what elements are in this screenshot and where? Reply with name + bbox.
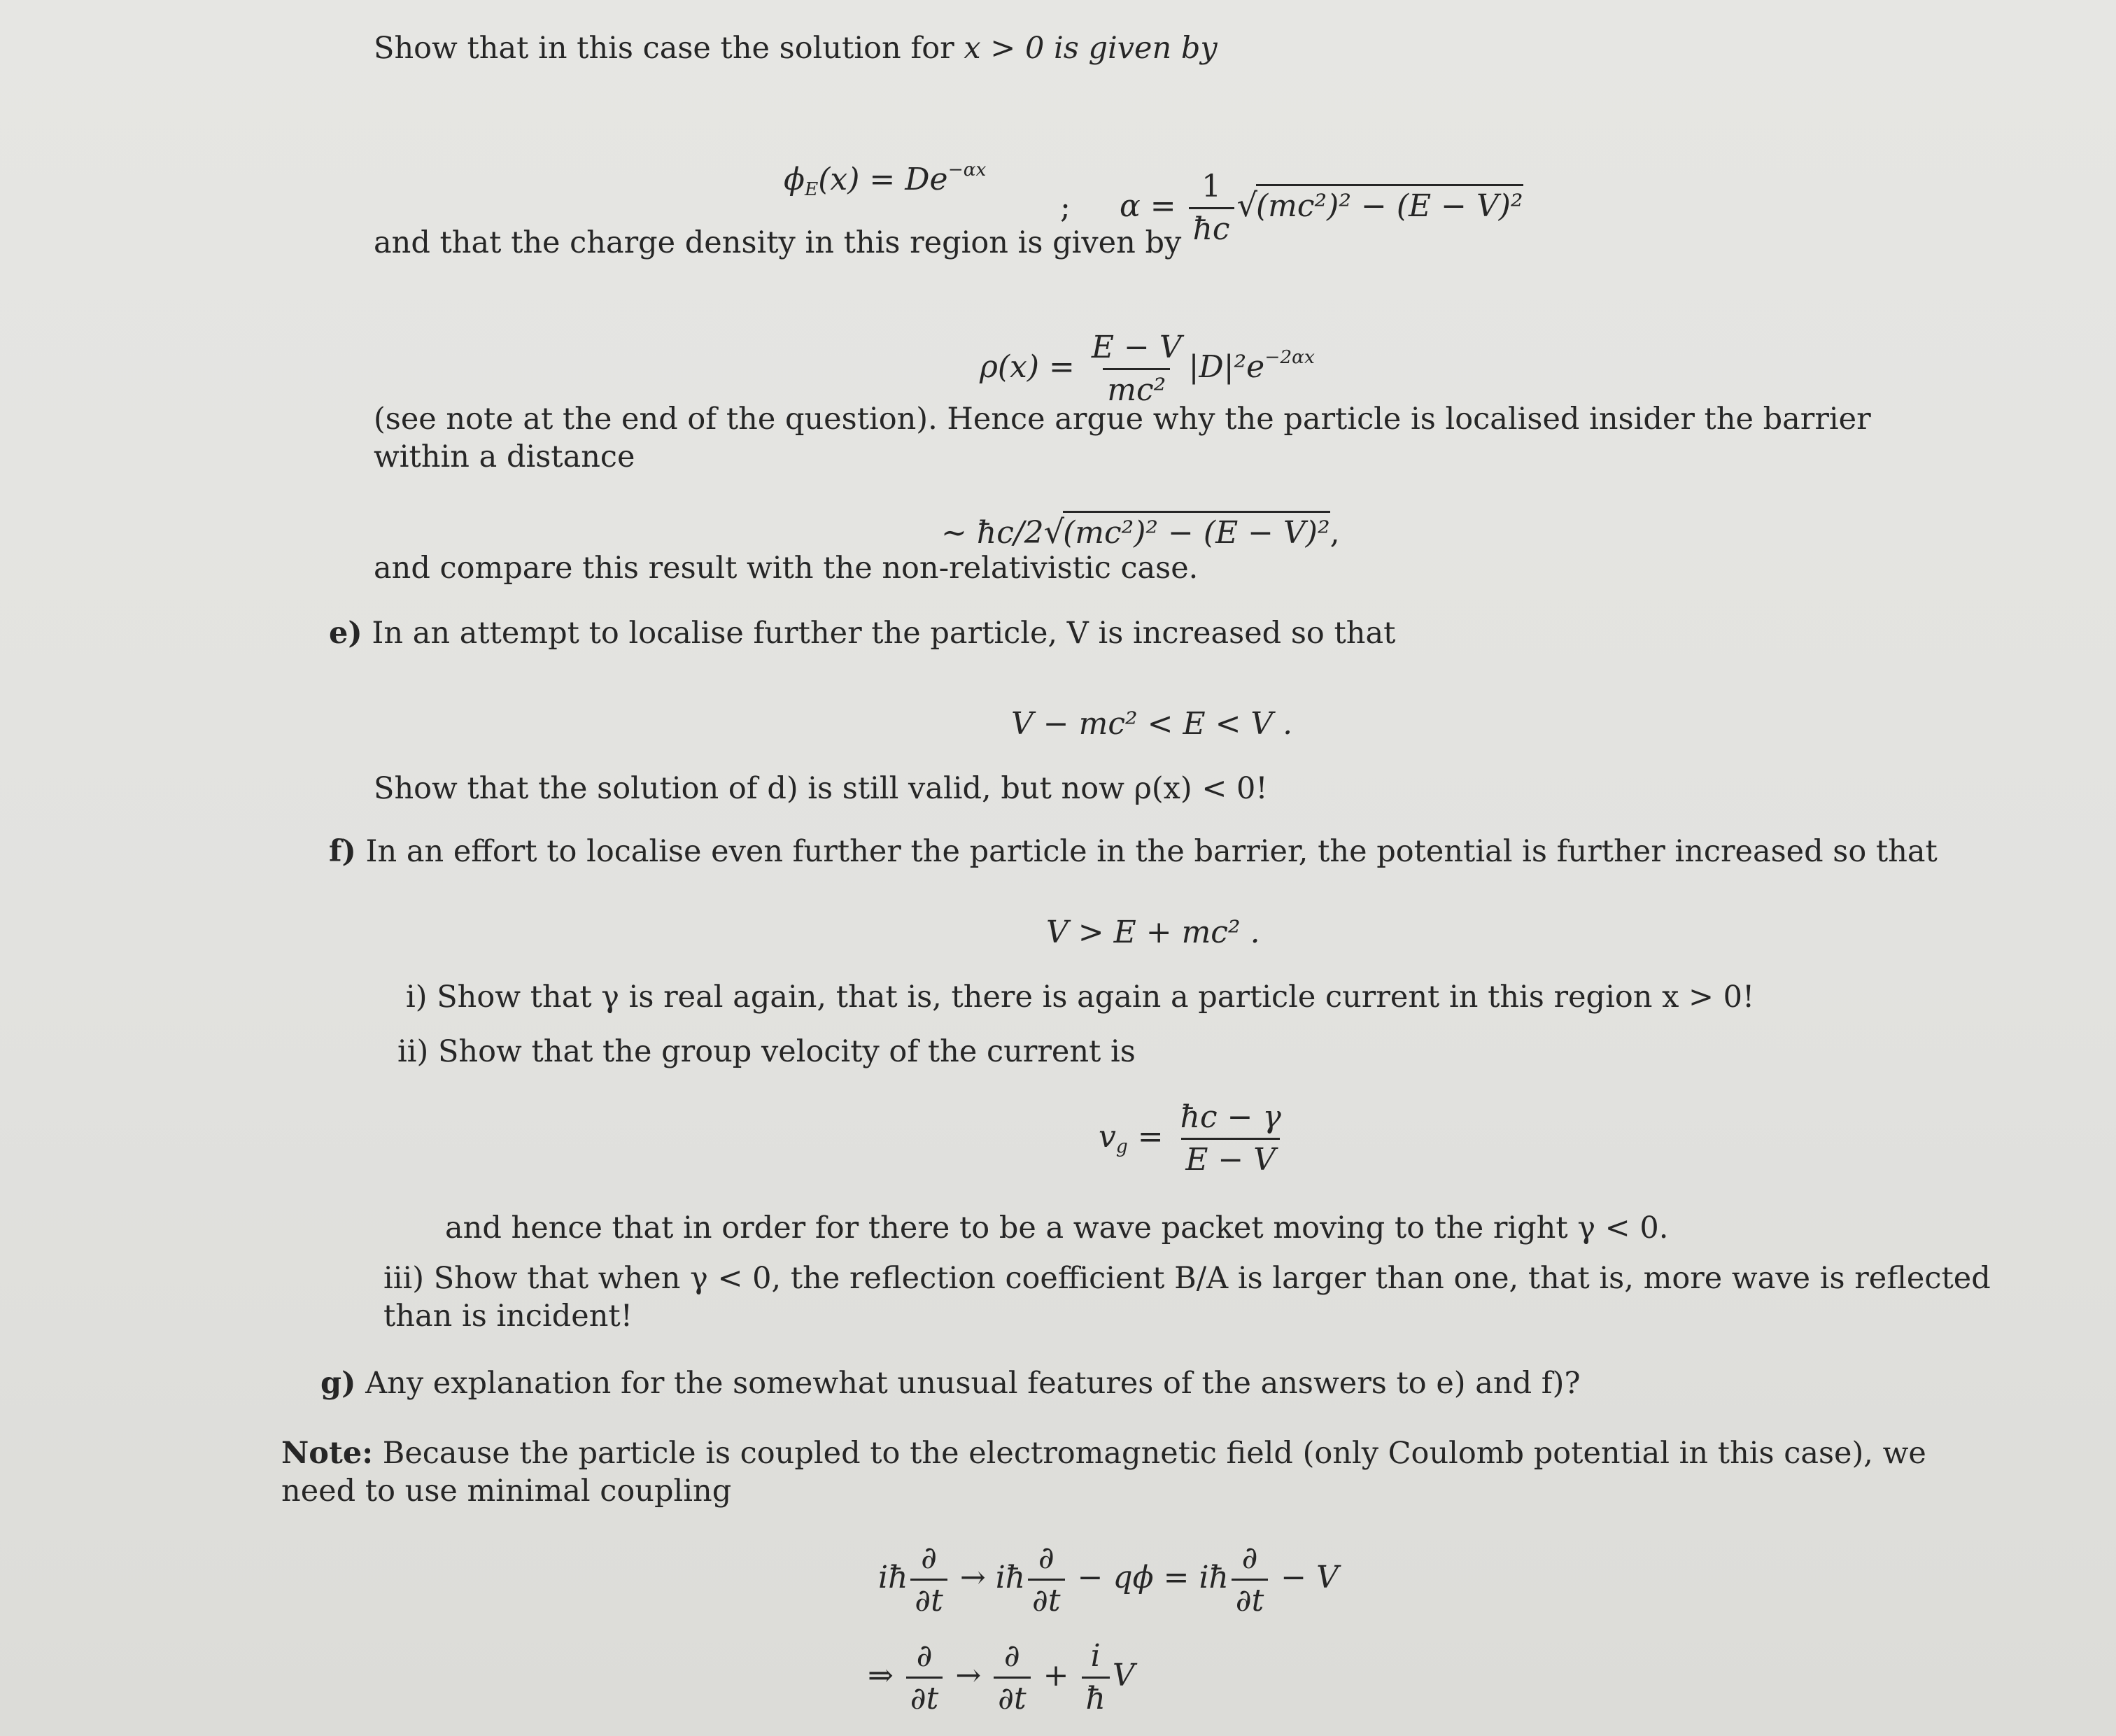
part-g [320,1364,1581,1402]
mc-deriv-1 [910,1539,947,1620]
vg-equals: = [1137,1119,1164,1155]
part-e-text: In an attempt to localise further the particle, V is increased so that [372,616,1396,651]
mc-deriv-2 [1028,1539,1064,1620]
sqrt-sign-2: √ [1043,513,1065,551]
alpha-denominator: ħc [1189,207,1234,248]
inequality-f-text: V > E + mc² . [1046,915,1260,950]
ds-ratio-num: i [1090,1638,1101,1674]
rho-exponent: −2αx [1264,346,1315,369]
phi-exponent: −αx [947,159,987,181]
note-paragraph [281,1434,1933,1510]
vg-subscript: g [1115,1135,1128,1157]
equation-group-velocity [1099,1099,1288,1179]
part-e-result [374,770,1268,807]
distance-radicand: (mc²)² − (E − V)² [1063,511,1330,552]
part-f-i [406,978,1754,1016]
alpha-fraction [1189,168,1234,248]
part-f-ii [397,1033,1136,1071]
distance-prefix: ∼ ħc/2 [941,515,1044,551]
ds-potential: V [1112,1658,1135,1693]
equation-derivative-shift [868,1637,1135,1718]
intro-text: Show that in this case the solution for [374,31,954,66]
phi-body: (x) = De [818,162,948,197]
note-label: Note: [281,1436,374,1471]
equation-inequality-e [1011,705,1292,743]
mc-deriv-3-num: ∂ [1241,1540,1258,1576]
mc-deriv-1-num: ∂ [921,1540,938,1576]
equation-rho [980,329,1315,409]
ds-deriv-2 [994,1637,1030,1718]
mc-ih-2: iħ [995,1560,1026,1595]
part-f-ii-label: ii) [397,1034,429,1069]
mc-deriv-3-den: ∂t [1232,1579,1268,1620]
localisation-text: (see note at the end of the question). Hence argue why the particle is localised insider the barrier within a distance [374,402,1871,474]
part-f-i-text: Show that γ is real again, that is, there is again a particle current in this region x > 0! [437,980,1755,1015]
part-f-iii-text: Show that when γ < 0, the reflection coefficient B/A is larger than one, that is, more wave is reflected than is incident! [383,1261,1991,1334]
note-text: Because the particle is coupled to the electromagnetic field (only Coulomb potential in this case), we need to use minimal coupling [281,1436,1926,1509]
part-f-label: f) [329,834,356,869]
equation-distance [941,511,1340,552]
part-e [329,614,1395,652]
mc-deriv-2-num: ∂ [1038,1540,1055,1576]
equation-phi [784,161,986,199]
ds-arrow: → [955,1658,982,1693]
part-f-text: In an effort to localise even further the particle in the barrier, the potential is further increased so that [365,834,1938,869]
part-g-text: Any explanation for the somewhat unusual features of the answers to e) and f)? [365,1366,1581,1401]
compare-line [374,549,1198,587]
localisation-paragraph [374,400,1913,476]
part-f [329,833,1938,870]
ds-ratio [1082,1637,1110,1718]
vg-numerator: ħc − γ [1180,1099,1281,1135]
rho-lhs: ρ(x) = [980,349,1075,385]
equation-minimal-coupling [878,1539,1339,1620]
part-f-i-label: i) [406,980,428,1015]
charge-density-text: and that the charge density in this region is given by [374,225,1182,260]
sqrt-sign: √ [1236,186,1257,224]
ds-deriv-1-den: ∂t [906,1677,943,1718]
part-e-label: e) [329,616,362,651]
part-g-label: g) [320,1366,356,1401]
mc-middle: − qϕ = iħ [1077,1560,1229,1595]
alpha-lhs: α = [1120,188,1176,224]
mc-end: − V [1281,1560,1339,1595]
equation-separator [1060,189,1071,227]
intro-condition: x > 0 is given by [964,31,1218,66]
wave-packet-line [445,1209,1668,1247]
compare-text: and compare this result with the non-relativistic case. [374,551,1199,586]
part-f-ii-text: Show that the group velocity of the current is [437,1034,1136,1069]
phi-subscript: E [805,178,819,200]
alpha-numerator: 1 [1201,169,1222,204]
inequality-e-text: V − mc² < E < V . [1011,706,1293,742]
mc-deriv-2-den: ∂t [1028,1579,1064,1620]
phi-symbol: ϕ [784,162,805,197]
mc-deriv-3 [1232,1539,1268,1620]
rho-denominator: mc² [1103,368,1170,409]
mc-arrow: → [959,1560,986,1595]
mc-deriv-1-den: ∂t [910,1579,947,1620]
vg-fraction [1176,1099,1285,1179]
ds-implies: ⇒ [868,1658,894,1693]
vg-symbol: v [1099,1119,1116,1155]
ds-deriv-2-den: ∂t [994,1677,1030,1718]
ds-deriv-1-num: ∂ [916,1638,933,1674]
vg-denominator: E − V [1181,1138,1280,1179]
charge-density-line [374,224,1181,262]
rho-fraction [1087,329,1186,409]
wave-packet-text: and hence that in order for there to be a wave packet moving to the right γ < 0. [445,1211,1669,1245]
part-e-result-text: Show that the solution of d) is still valid, but now ρ(x) < 0! [374,771,1268,806]
mc-ih-1: iħ [878,1560,908,1595]
part-f-iii [383,1259,1993,1335]
rho-rest: |D|²e [1188,349,1265,385]
equation-inequality-f [1046,914,1260,952]
distance-comma: , [1329,515,1340,551]
ds-deriv-1 [906,1637,943,1718]
separator-text: ; [1060,190,1071,225]
intro-line [374,29,1218,67]
ds-deriv-2-num: ∂ [1004,1638,1020,1674]
alpha-radicand: (mc²)² − (E − V)² [1256,184,1523,225]
ds-ratio-den: ħ [1082,1677,1110,1718]
ds-plus: + [1043,1658,1069,1693]
rho-numerator: E − V [1091,330,1182,365]
part-f-iii-label: iii) [383,1261,425,1296]
